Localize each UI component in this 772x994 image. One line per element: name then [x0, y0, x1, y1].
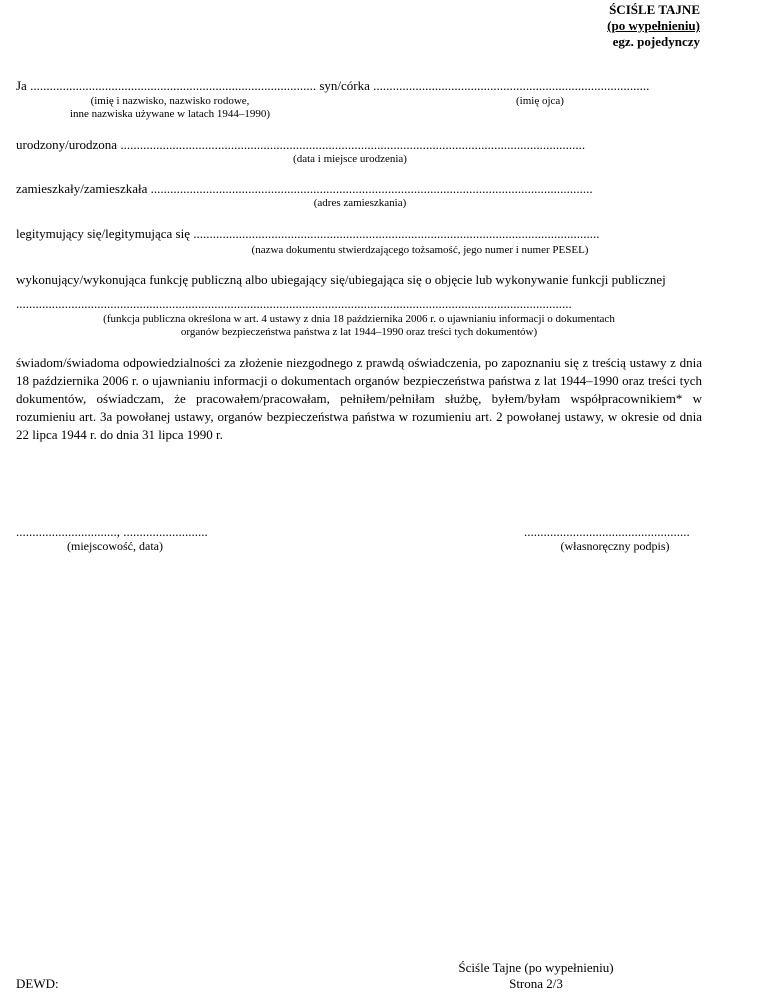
dewd-label: DEWD: [16, 976, 59, 991]
name-field-line[interactable]: Ja ........................................................................................ syn/córka ..................................................................................... [16, 78, 650, 93]
public-function-label: wykonujący/wykonująca funkcję publiczną albo ubiegający się/ubiegająca się o objęcie lub wykonywanie funkcji publicznej [16, 272, 666, 287]
copy-note: egz. pojedynczy [612, 34, 700, 49]
public-function-caption: (funkcja publiczna określona w art. 4 ustawy z dnia 18 października 2006 r. o ujawnianiu informacji o dokumentach [103, 313, 615, 325]
declaration-statement: świadom/świadoma odpowiedzialności za złożenie niezgodnego z prawdą oświadczenia, po zapoznaniu się z treścią ustawy z dnia 18 października 2006 r. o ujawnianiu informacji o dokumentach organów bezpieczeństwa państwa z lat 1944–1990 oraz treści tych dokumentów, oświadczam, że pracowałem/pracowałam, pełniłem/pełniłam służbę, byłem/byłam współpracownikiem* w rozumieniu art. 3a powołanej ustawy, organów bezpieczeństwa państwa w rozumieniu art. 2 powołanej ustawy, w okresie od dnia 22 lipca 1944 r. do dnia 31 lipca 1990 r. [16, 355, 702, 442]
classification-note: (po wypełnieniu) [607, 18, 700, 33]
name-caption: (imię i nazwisko, nazwisko rodowe, [90, 95, 250, 107]
public-function-field-line[interactable]: ........................................................................................................................................................................... [16, 296, 572, 311]
page-number: Strona 2/3 [509, 976, 563, 991]
father-name-caption: (imię ojca) [516, 95, 564, 107]
classification-header: ŚCIŚLE TAJNE [609, 2, 700, 17]
address-caption: (adres zamieszkania) [313, 197, 407, 209]
name-caption-2: inne nazwiska używane w latach 1944–1990) [69, 108, 271, 120]
address-field-line[interactable]: zamieszkały/zamieszkała ........................................................................................................................................ [16, 181, 593, 196]
id-field-line[interactable]: legitymujący się/legitymująca się ............................................................................................................................. [16, 226, 600, 241]
id-caption: (nazwa dokumentu stwierdzającego tożsamość, jego numer i numer PESEL) [251, 244, 589, 256]
signature-caption: (własnoręczny podpis) [560, 539, 670, 553]
public-function-caption-2: organów bezpieczeństwa państwa z lat 1944–1990 oraz treści tych dokumentów) [180, 326, 538, 338]
birth-caption: (data i miejsce urodzenia) [293, 153, 407, 165]
signature-field-line[interactable]: ................................................... [524, 524, 690, 539]
place-date-field-line[interactable]: ..............................., .......................... [16, 524, 208, 539]
birth-field-line[interactable]: urodzony/urodzona ............................................................................................................................................... [16, 137, 586, 152]
footer-classification: Ściśle Tajne (po wypełnieniu) [458, 960, 614, 975]
place-date-caption: (miejscowość, data) [67, 539, 163, 553]
